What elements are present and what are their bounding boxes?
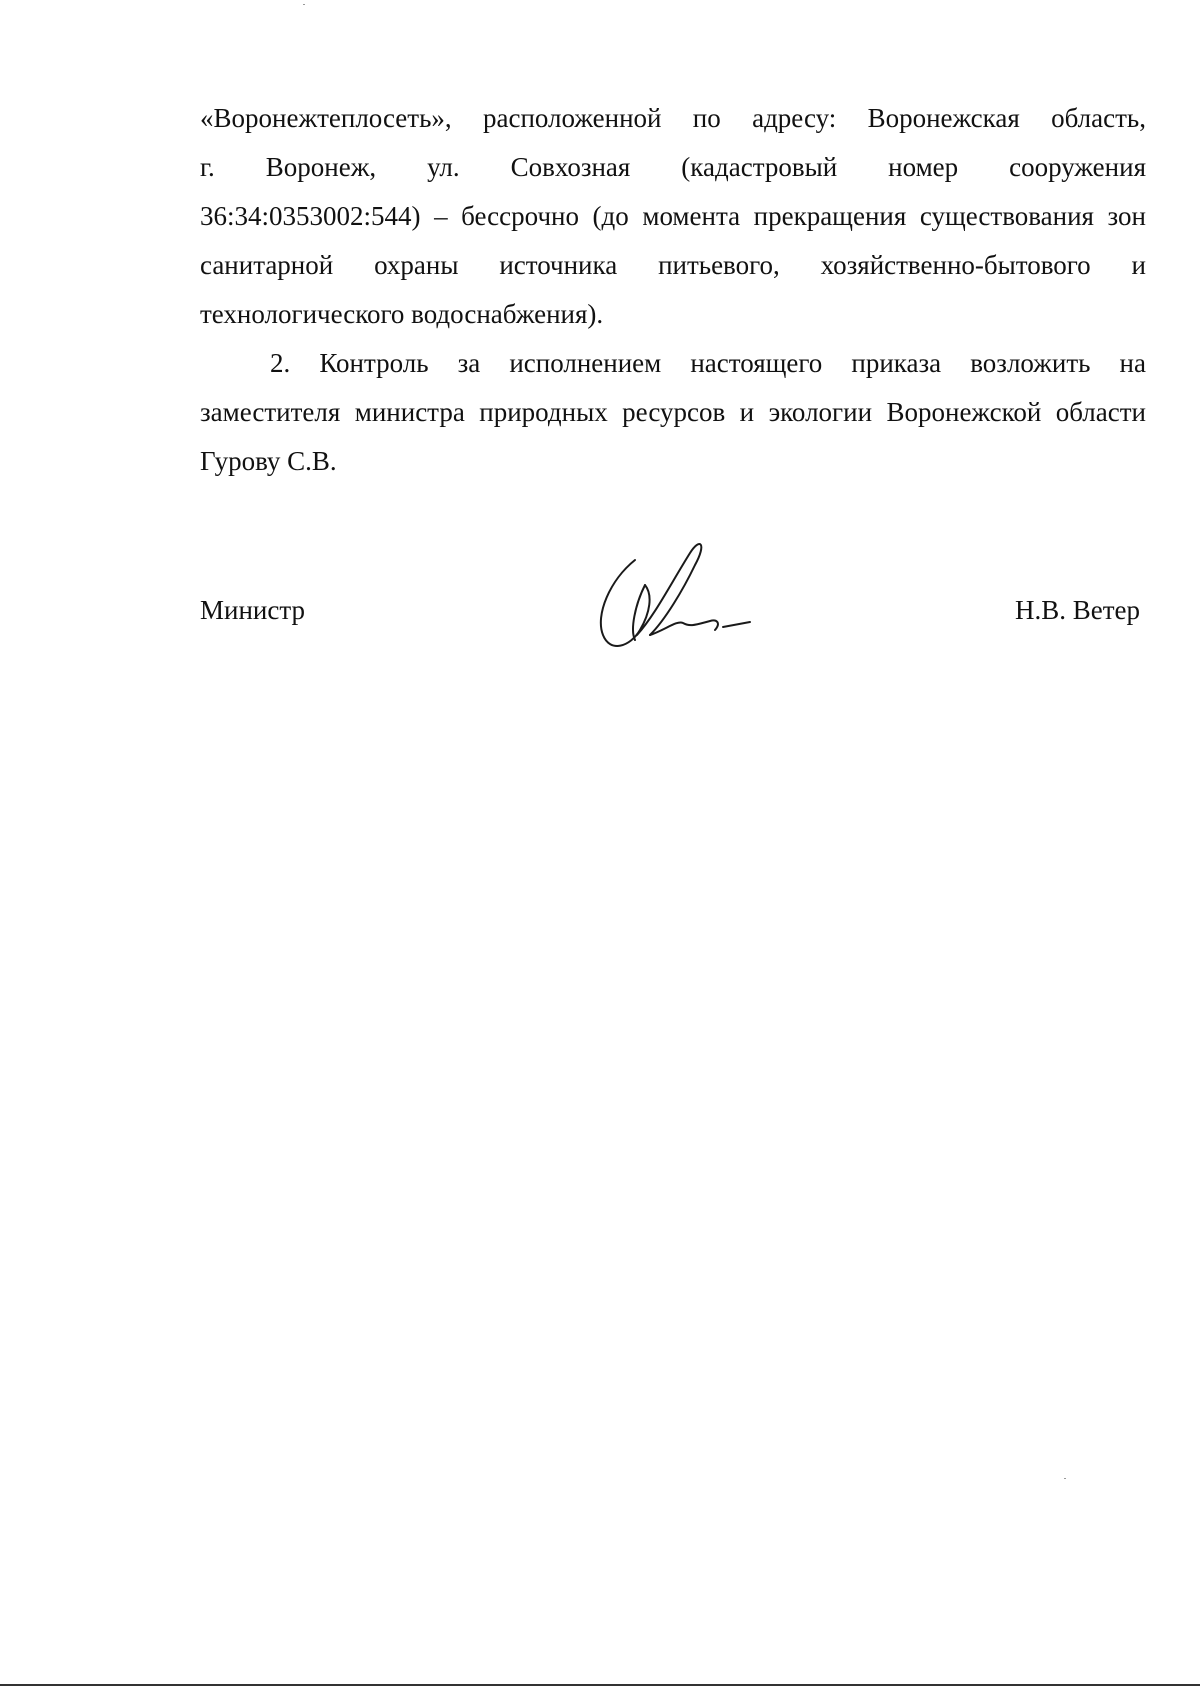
paragraph-1-line-3: 36:34:0353002:544) – бессрочно (до момента прекращения существования зон bbox=[200, 201, 1146, 231]
paragraph-2-line-3: Гурову С.В. bbox=[200, 446, 337, 476]
body-text bbox=[200, 94, 1146, 486]
paragraph-1-line-5: технологического водоснабжения). bbox=[200, 299, 604, 329]
paragraph-1-line-2: г. Воронеж, ул. Совхозная (кадастровый номер сооружения bbox=[200, 152, 1146, 182]
page-bottom-edge bbox=[0, 1684, 1200, 1686]
paragraph-2-line-1: 2. Контроль за исполнением настоящего приказа возложить на bbox=[270, 348, 1146, 378]
handwritten-signature bbox=[595, 535, 765, 660]
scan-speck bbox=[303, 4, 305, 5]
paragraph-1-line-1: «Воронежтеплосеть», расположенной по адресу: Воронежская область, bbox=[200, 103, 1146, 133]
paragraph-1-line-4: санитарной охраны источника питьевого, хозяйственно-бытового и bbox=[200, 250, 1146, 280]
scan-speck bbox=[1064, 1478, 1066, 1479]
signatory-name: Н.В. Ветер bbox=[1014, 595, 1140, 625]
paragraph-2-line-2: заместителя министра природных ресурсов и экологии Воронежской области bbox=[200, 397, 1146, 427]
signatory-title: Министр bbox=[200, 595, 305, 625]
